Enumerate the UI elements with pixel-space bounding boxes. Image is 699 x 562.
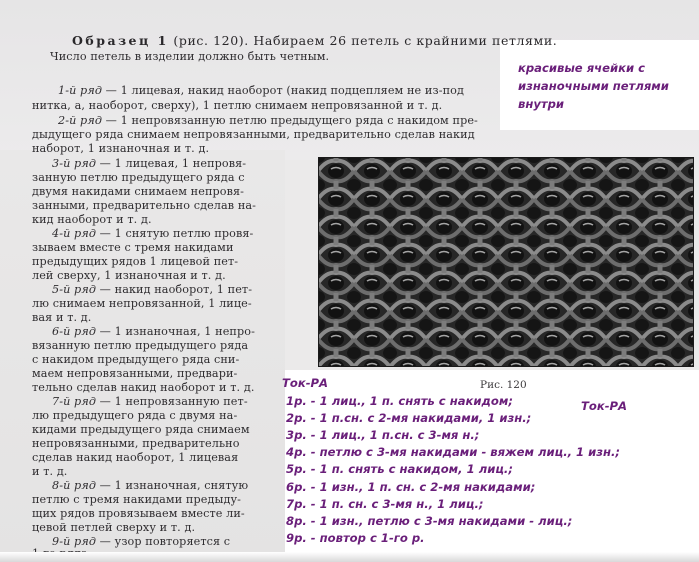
book-line: кид наоборот и т. д. bbox=[32, 213, 152, 226]
book-line: 6-й ряд — 1 изнаночная, 1 непро- bbox=[52, 325, 255, 338]
book-line: 3-й ряд — 1 лицевая, 1 непровя- bbox=[52, 157, 247, 170]
book-line: лю предыдущего ряда с двумя на- bbox=[32, 409, 238, 422]
book-line: 1-й ряд — 1 лицевая, накид наоборот (накид подцепляем не из-под bbox=[58, 84, 464, 97]
figure-caption: Рис. 120 bbox=[480, 379, 527, 391]
book-line: 4-й ряд — 1 снятую петлю провя- bbox=[52, 227, 254, 240]
book-line: предыдущих рядов 1 лицевой пет- bbox=[32, 255, 239, 268]
book-line: вая и т. д. bbox=[32, 311, 92, 324]
book-line: лю снимаем непровязанной, 1 лице- bbox=[32, 297, 252, 310]
summary-row: 2р. - 1 п.сн. с 2-мя накидами, 1 изн.; bbox=[286, 411, 532, 425]
book-line: наборот, 1 изнаночная и т. д. bbox=[32, 142, 210, 155]
book-line: петлю с тремя накидами предыду- bbox=[32, 493, 242, 506]
pattern-title: Образец 1 bbox=[72, 33, 169, 48]
book-line: щих рядов провязываем вместе ли- bbox=[32, 507, 245, 520]
summary-row: 8р. - 1 изн., петлю с 3-мя накидами - лиц.; bbox=[286, 514, 573, 528]
book-line: двумя накидами снимаем непровя- bbox=[32, 185, 245, 198]
scan-edge bbox=[0, 552, 699, 562]
summary-row: 6р. - 1 изн., 1 п. сн. с 2-мя накидами; bbox=[286, 480, 536, 494]
note-line: красивые ячейки с bbox=[518, 61, 645, 75]
book-line: непровязанными, предварительно bbox=[32, 437, 240, 450]
book-line: занную петлю предыдущего ряда с bbox=[32, 171, 245, 184]
summary-row: 1р. - 1 лиц., 1 п. снять с накидом; bbox=[286, 394, 513, 408]
summary-row: 3р. - 1 лиц., 1 п.сн. с 3-мя н.; bbox=[286, 428, 480, 442]
book-line: 9-й ряд — узор повторяется с bbox=[52, 535, 231, 548]
book-line: вязанную петлю предыдущего ряда bbox=[32, 339, 249, 352]
summary-row: 5р. - 1 п. снять с накидом, 1 лиц.; bbox=[286, 462, 513, 476]
knitting-photo bbox=[318, 157, 694, 367]
book-line: дыдущего ряда снимаем непровязанными, предварительно сделав накид bbox=[32, 128, 475, 141]
summary-row: 7р. - 1 п. сн. с 3-мя н., 1 лиц.; bbox=[286, 497, 484, 511]
book-line: 7-й ряд — 1 непровязанную пет- bbox=[52, 395, 248, 408]
note-line: изнаночными петлями bbox=[518, 79, 669, 93]
book-line: цевой петлей сверху и т. д. bbox=[32, 521, 196, 534]
author-signature: Ток-РА bbox=[282, 376, 329, 390]
book-line: зываем вместе с тремя накидами bbox=[32, 241, 234, 254]
book-line: 5-й ряд — накид наоборот, 1 пет- bbox=[52, 283, 253, 296]
book-line: сделав накид наоборот, 1 лицевая bbox=[32, 451, 239, 464]
book-line: с накидом предыдущего ряда сни- bbox=[32, 353, 240, 366]
book-line: 8-й ряд — 1 изнаночная, снятую bbox=[52, 479, 249, 492]
note-line: внутри bbox=[518, 97, 565, 111]
book-line: маем непровязанными, предвари- bbox=[32, 367, 238, 380]
author-signature-right: Ток-РА bbox=[581, 399, 628, 413]
book-line: нитка, а, наоборот, сверху), 1 петлю снимаем непровязанной и т. д. bbox=[32, 99, 443, 112]
book-line: лей сверху, 1 изнаночная и т. д. bbox=[32, 269, 226, 282]
book-line: занными, предварительно сделав на- bbox=[32, 199, 257, 212]
book-line: и т. д. bbox=[32, 465, 68, 478]
book-line: Число петель в изделии должно быть четным. bbox=[50, 50, 330, 63]
knit-texture-svg bbox=[318, 157, 694, 367]
pattern-heading bbox=[72, 33, 557, 48]
book-line: тельно сделав накид наоборот и т. д. bbox=[32, 381, 255, 394]
pattern-heading-rest: (рис. 120). Набираем 26 петель с крайними петлями. bbox=[173, 33, 558, 48]
summary-row: 9р. - повтор с 1-го р. bbox=[286, 531, 425, 545]
summary-row: 4р. - петлю с 3-мя накидами - вяжем лиц., 1 изн.; bbox=[286, 445, 621, 459]
book-line: кидами предыдущего ряда снимаем bbox=[32, 423, 250, 436]
book-line: 2-й ряд — 1 непровязанную петлю предыдущего ряда с накидом пре- bbox=[58, 114, 478, 127]
